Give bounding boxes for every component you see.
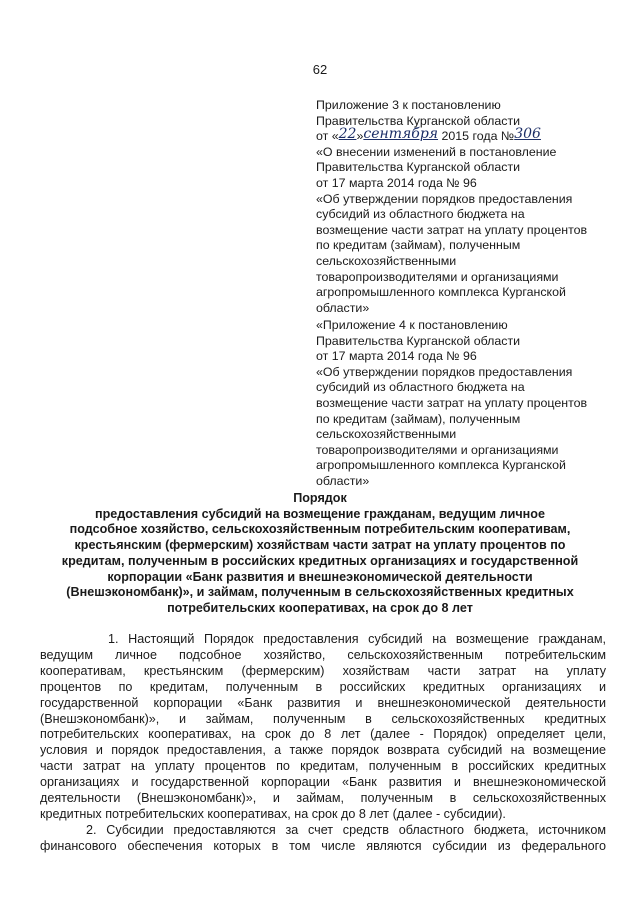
handwritten-number: 306: [514, 126, 541, 143]
appendix-header-line: субсидий из областного бюджета на: [316, 207, 525, 222]
paragraph-1-line: ведущим личное подсобное хозяйство, сельскохозяйственным потребительским: [40, 647, 606, 662]
paragraph-1-line: процентов по кредитам, полученным в российских кредитных организациях и: [40, 679, 606, 694]
appendix4-line: «Об утверждении порядков предоставления: [316, 364, 573, 379]
paragraph-1-line: кооперативам, крестьянским (фермерским) хозяйствам части затрат на уплату: [40, 663, 606, 678]
appendix-header-line: сельскохозяйственными: [316, 253, 457, 268]
page-number: 62: [312, 62, 328, 77]
appendix4-line: области»: [316, 473, 370, 488]
appendix-header-line: Правительства Курганской области: [316, 160, 521, 175]
paragraph-2-line: финансового обеспечения которых в том числе являются субсидии из федерального: [40, 838, 606, 853]
appendix-3-header: [316, 98, 616, 316]
date-year: 2015 года №: [438, 129, 515, 144]
title-line: корпорации «Банк развития и внешнеэкономической деятельности: [107, 569, 533, 584]
paragraph-1-line: кредитных потребительских кооперативах, на срок до 8 лет (далее - субсидии).: [40, 806, 506, 821]
appendix-header-line: Приложение 3 к постановлению: [316, 98, 501, 112]
document-title: [40, 491, 600, 617]
appendix4-line: Правительства Курганской области: [316, 333, 521, 348]
title-line: кредитам, полученным в российских кредитных организациях и государственной: [61, 553, 579, 568]
paragraph-1-line: (Внешэкономбанк)», и займам, полученным в сельскохозяйственных кредитных: [40, 711, 606, 726]
appendix4-line: по кредитам (займам), полученным: [316, 411, 521, 426]
appendix-header-line: «О внесении изменений в постановление: [316, 144, 557, 159]
appendix-4-header: [316, 318, 616, 490]
appendix4-line: сельскохозяйственными: [316, 427, 457, 442]
handwritten-month: сентября: [363, 126, 439, 143]
appendix-header-line: агропромышленного комплекса Курганской: [316, 285, 566, 300]
appendix-header-line: Правительства Курганской области: [316, 113, 521, 128]
handwritten-day: 22: [338, 126, 357, 143]
paragraph-1-line: потребительских кооперативах, на срок до 8 лет (далее - Порядок) определяет цели,: [40, 727, 606, 742]
appendix-header-line: товаропроизводителями и организациями: [316, 269, 559, 284]
title-line: потребительских кооперативах, на срок до 8 лет: [167, 600, 473, 615]
title-heading: Порядок: [293, 491, 347, 505]
paragraph-1-line: части затрат на уплату процентов по кредитам, полученным в российских кредитных: [40, 759, 606, 774]
title-line: (Внешэкономбанк)», и займам, полученным в сельскохозяйственных кредитных: [66, 585, 574, 600]
appendix4-line: товаропроизводителями и организациями: [316, 442, 559, 457]
date-separator: »: [356, 129, 364, 144]
appendix-header-line: по кредитам (займам), полученным: [316, 238, 521, 253]
paragraph-1-line: деятельности (Внешэкономбанк)», и займам, полученным в сельскохозяйственных: [40, 791, 606, 806]
paragraph-1-line: 1. Настоящий Порядок предоставления субсидий на возмещение гражданам,: [108, 632, 606, 646]
appendix-header-line: возмещение части затрат на уплату процентов: [316, 222, 588, 237]
paragraph-2-line: 2. Субсидии предоставляются за счет средств областного бюджета, источником: [86, 822, 606, 837]
appendix4-line: субсидий из областного бюджета на: [316, 380, 525, 395]
appendix4-line: от 17 марта 2014 года № 96: [316, 349, 477, 364]
paragraph-1-line: государственной корпорации «Банк развития и внешнеэкономической деятельности: [40, 695, 606, 710]
paragraph-1-line: организациях и государственной корпорации «Банк развития и внешнеэкономической: [40, 775, 606, 790]
appendix-date-line: [316, 126, 616, 145]
appendix-header-line: от 17 марта 2014 года № 96: [316, 175, 477, 190]
title-line: крестьянским (фермерским) хозяйствам части затрат на уплату процентов по: [74, 538, 566, 553]
title-line: предоставления субсидий на возмещение гражданам, ведущим личное: [95, 506, 545, 521]
appendix-header-line: области»: [316, 300, 370, 315]
appendix4-line: возмещение части затрат на уплату процентов: [316, 395, 588, 410]
title-line: подсобное хозяйство, сельскохозяйственным потребительским кооперативам,: [69, 522, 571, 537]
appendix4-line: агропромышленного комплекса Курганской: [316, 458, 566, 473]
date-prefix: от «: [316, 129, 339, 144]
appendix-header-line: «Об утверждении порядков предоставления: [316, 191, 573, 206]
paragraph-1-line: условия и порядок предоставления, а также порядок возврата субсидий на возмещение: [40, 743, 606, 758]
appendix4-line: «Приложение 4 к постановлению: [316, 318, 508, 332]
body-text: [40, 632, 606, 855]
